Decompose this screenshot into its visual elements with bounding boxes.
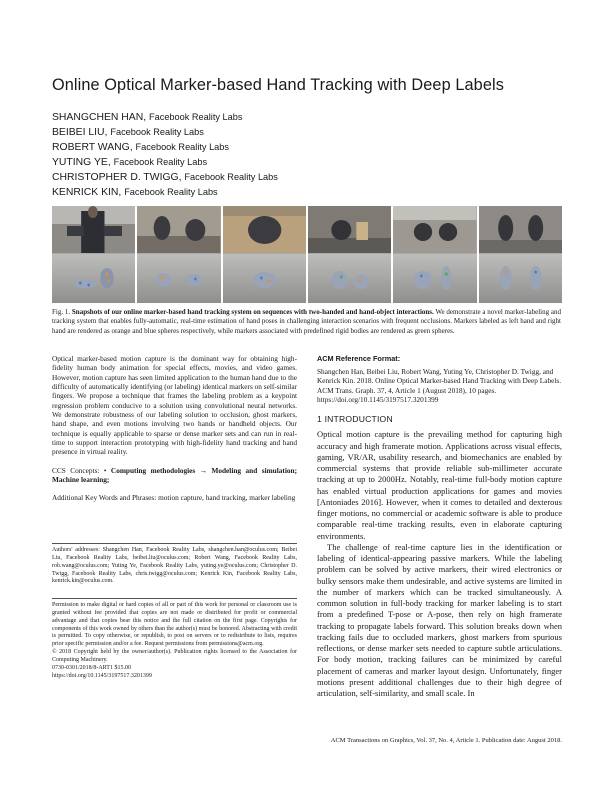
footnote-rule bbox=[52, 598, 297, 599]
paragraph: The challenge of real-time capture lies in the identification or labeling of identical-appearing passive markers. While the labeling problem can be solved by active markers, their wired electronics or bulky sensors make them undesirable, and active systems are limited in the number of markers which can be tracked simultaneously. A common solution in full-body tracking for marker labeling is to start from a predefined T-pose or A-pose, then rely on high framerate tracking to propagate labels forward. This solution breaks down when tracking fails due to occluded markers, ghost markers from spurious reflections, or dense marker sets needed to capture subtle articulations. For body motion, tracking failures can be minimized by careful placement of cameras and marker layout design. Unfortunately, finger motions present additional challenges due to their high degree of articulation, self-similarity, and small scale. In bbox=[317, 541, 562, 699]
hand-render bbox=[52, 254, 135, 303]
author bbox=[52, 140, 572, 155]
caption-bold: Snapshots of our online marker-based hand tracking system on sequences with two-handed and hand-object interactions. bbox=[71, 308, 434, 316]
figure-panel bbox=[223, 206, 306, 303]
author bbox=[52, 155, 572, 170]
hand-render bbox=[308, 254, 391, 303]
figure-panel bbox=[308, 206, 391, 303]
introduction-text bbox=[317, 429, 562, 699]
acm-reference-heading: ACM Reference Format: bbox=[317, 354, 401, 363]
issn: 0730-0301/2018/8-ART1 $15.00 bbox=[52, 664, 131, 671]
right-column bbox=[317, 354, 562, 699]
capture-photo bbox=[308, 206, 391, 253]
doi: https://doi.org/10.1145/3197517.3201399 bbox=[52, 672, 152, 679]
caption-label: Fig. 1. bbox=[52, 308, 71, 316]
abstract: Optical marker-based motion capture is the dominant way for obtaining high-fidelity human body animation for special effects, movies, and video games. However, motion capture has seen limited application to the human hand due to the difficulty of automatically identifying (or labeling) identical markers on self-similar fingers. We propose a technique that frames the labeling problem as a keypoint regression problem conducive to a solution using convolutional neural networks. We demonstrate robustness of our labeling solution to occlusion, ghost markers, hand shape, and even motions involving two hands or handheld objects. Our technique is equally applicable to sparse or dense marker sets and can run in real-time to support interaction prototyping with high-fidelity hand tracking and hand presence in virtual reality. bbox=[52, 354, 297, 457]
author-affiliation: Facebook Reality Labs bbox=[149, 112, 243, 122]
author bbox=[52, 185, 572, 200]
hand-render bbox=[479, 254, 562, 303]
hand-render bbox=[137, 254, 220, 303]
authors-address: Authors' addresses: Shangchen Han, Facebook Reality Labs, shangchen.han@oculus.com; Beibei Liu, Facebook Reality Labs, beibei.liu@oculus.com; Robert Wang, Facebook Reality Labs, rob.wang@oculus.com; Yuting Ye, Facebook Reality Labs, yuting.ye@oculus.com; Christopher D. Twigg, Facebook Reality Labs, chris.twigg@oculus.com; Kenrick Kin, Facebook Reality Labs, kenrick.kin@oculus.com. bbox=[52, 547, 297, 585]
paper-title: Online Optical Marker-based Hand Tracking with Deep Labels bbox=[52, 76, 504, 94]
author-name: YUTING YE, bbox=[52, 157, 111, 169]
author-name: BEIBEI LIU, bbox=[52, 127, 108, 139]
keywords: Additional Key Words and Phrases: motion capture, hand tracking, marker labeling bbox=[52, 493, 296, 503]
ccs-bold: Computing methodologies → Modeling and simulation; Machine learning; bbox=[52, 465, 298, 485]
paragraph: Optical motion capture is the prevailing method for capturing high accuracy and high framerate motion. Applications across visual effects, gaming, VR/AR, usability research, and biomechanics are enabled by commercial systems that provide reliable sub-millimeter accurate tracking at up to 2000Hz. Notably, real-time full-body motion capture has enabled virtual production applications for games and movies [Antoniades 2016]. However, when it comes to detailed and dexterous finger motions, no commercial or academic software is able to produce comparable real-time tracking results, even in elaborate capturing environments. bbox=[317, 429, 562, 541]
author-name: KENRICK KIN, bbox=[52, 187, 122, 199]
figure-panel bbox=[52, 206, 135, 303]
page-footer: ACM Transactions on Graphics, Vol. 37, No. 4, Article 1. Publication date: August 2018. bbox=[330, 737, 562, 744]
figure-caption bbox=[52, 308, 561, 336]
hand-render bbox=[393, 254, 476, 303]
acm-reference-text: Shangchen Han, Beibei Liu, Robert Wang, Yuting Ye, Christopher D. Twigg, and Kenrick Kin. 2018. Online Optical Marker-based Hand Tracking with Deep Labels. ACM Trans. Graph. 37, 4, Article 1 (August 2018), 10 pages. https://doi.org/10.1145/3197517.3201399 bbox=[317, 367, 562, 405]
ccs-concepts bbox=[52, 466, 297, 485]
copyright: © 2018 Copyright held by the owner/author(s). Publication rights licensed to the Association for Computing Machinery. bbox=[52, 649, 297, 663]
ccs-prefix: CCS Concepts: • bbox=[52, 465, 107, 475]
author-name: CHRISTOPHER D. TWIGG, bbox=[52, 172, 182, 184]
left-column bbox=[52, 354, 297, 503]
author-affiliation: Facebook Reality Labs bbox=[184, 172, 278, 183]
author-affiliation: Facebook Reality Labs bbox=[124, 187, 218, 198]
permission-notice bbox=[52, 602, 297, 680]
capture-photo bbox=[393, 206, 476, 253]
capture-photo bbox=[479, 206, 562, 253]
author bbox=[52, 125, 572, 140]
author bbox=[52, 170, 572, 185]
author-affiliation: Facebook Reality Labs bbox=[110, 127, 204, 138]
section-heading: 1 INTRODUCTION bbox=[317, 414, 393, 425]
capture-photo bbox=[223, 206, 306, 253]
figure-panel bbox=[393, 206, 476, 303]
author-affiliation: Facebook Reality Labs bbox=[135, 142, 229, 153]
capture-photo bbox=[52, 206, 135, 253]
author-list bbox=[52, 110, 572, 201]
author-name: ROBERT WANG, bbox=[52, 142, 133, 154]
teaser-figure bbox=[52, 206, 562, 303]
author-name: SHANGCHEN HAN, bbox=[52, 112, 147, 123]
footnote-rule bbox=[52, 543, 297, 544]
author-affiliation: Facebook Reality Labs bbox=[113, 157, 208, 168]
caption-text: We demonstrate a novel marker-labeling and tracking system that enables fully-automatic, real-time estimation of hand poses in challenging interaction scenarios with frequent occlusions. Markers labeled as left hand and right hand are rendered as orange and blue spheres respectively, while markers associated with predefined rigid bodies are rendered as green spheres. bbox=[52, 308, 562, 335]
figure-panel bbox=[479, 206, 562, 303]
figure-panel bbox=[137, 206, 220, 303]
capture-photo bbox=[137, 206, 220, 253]
permission-text: Permission to make digital or hard copies of all or part of this work for personal or classroom use is granted without fee provided that copies are not made or distributed for profit or commercial advantage and that copies bear this notice and the full citation on the first page. Copyrights for components of this work owned by others than the author(s) must be honored. Abstracting with credit is permitted. To copy otherwise, or republish, to post on servers or to redistribute to lists, requires prior specific permission and/or a fee. Request permissions from permissions@acm.org. bbox=[52, 602, 297, 648]
author bbox=[52, 110, 572, 125]
hand-render bbox=[223, 254, 306, 303]
